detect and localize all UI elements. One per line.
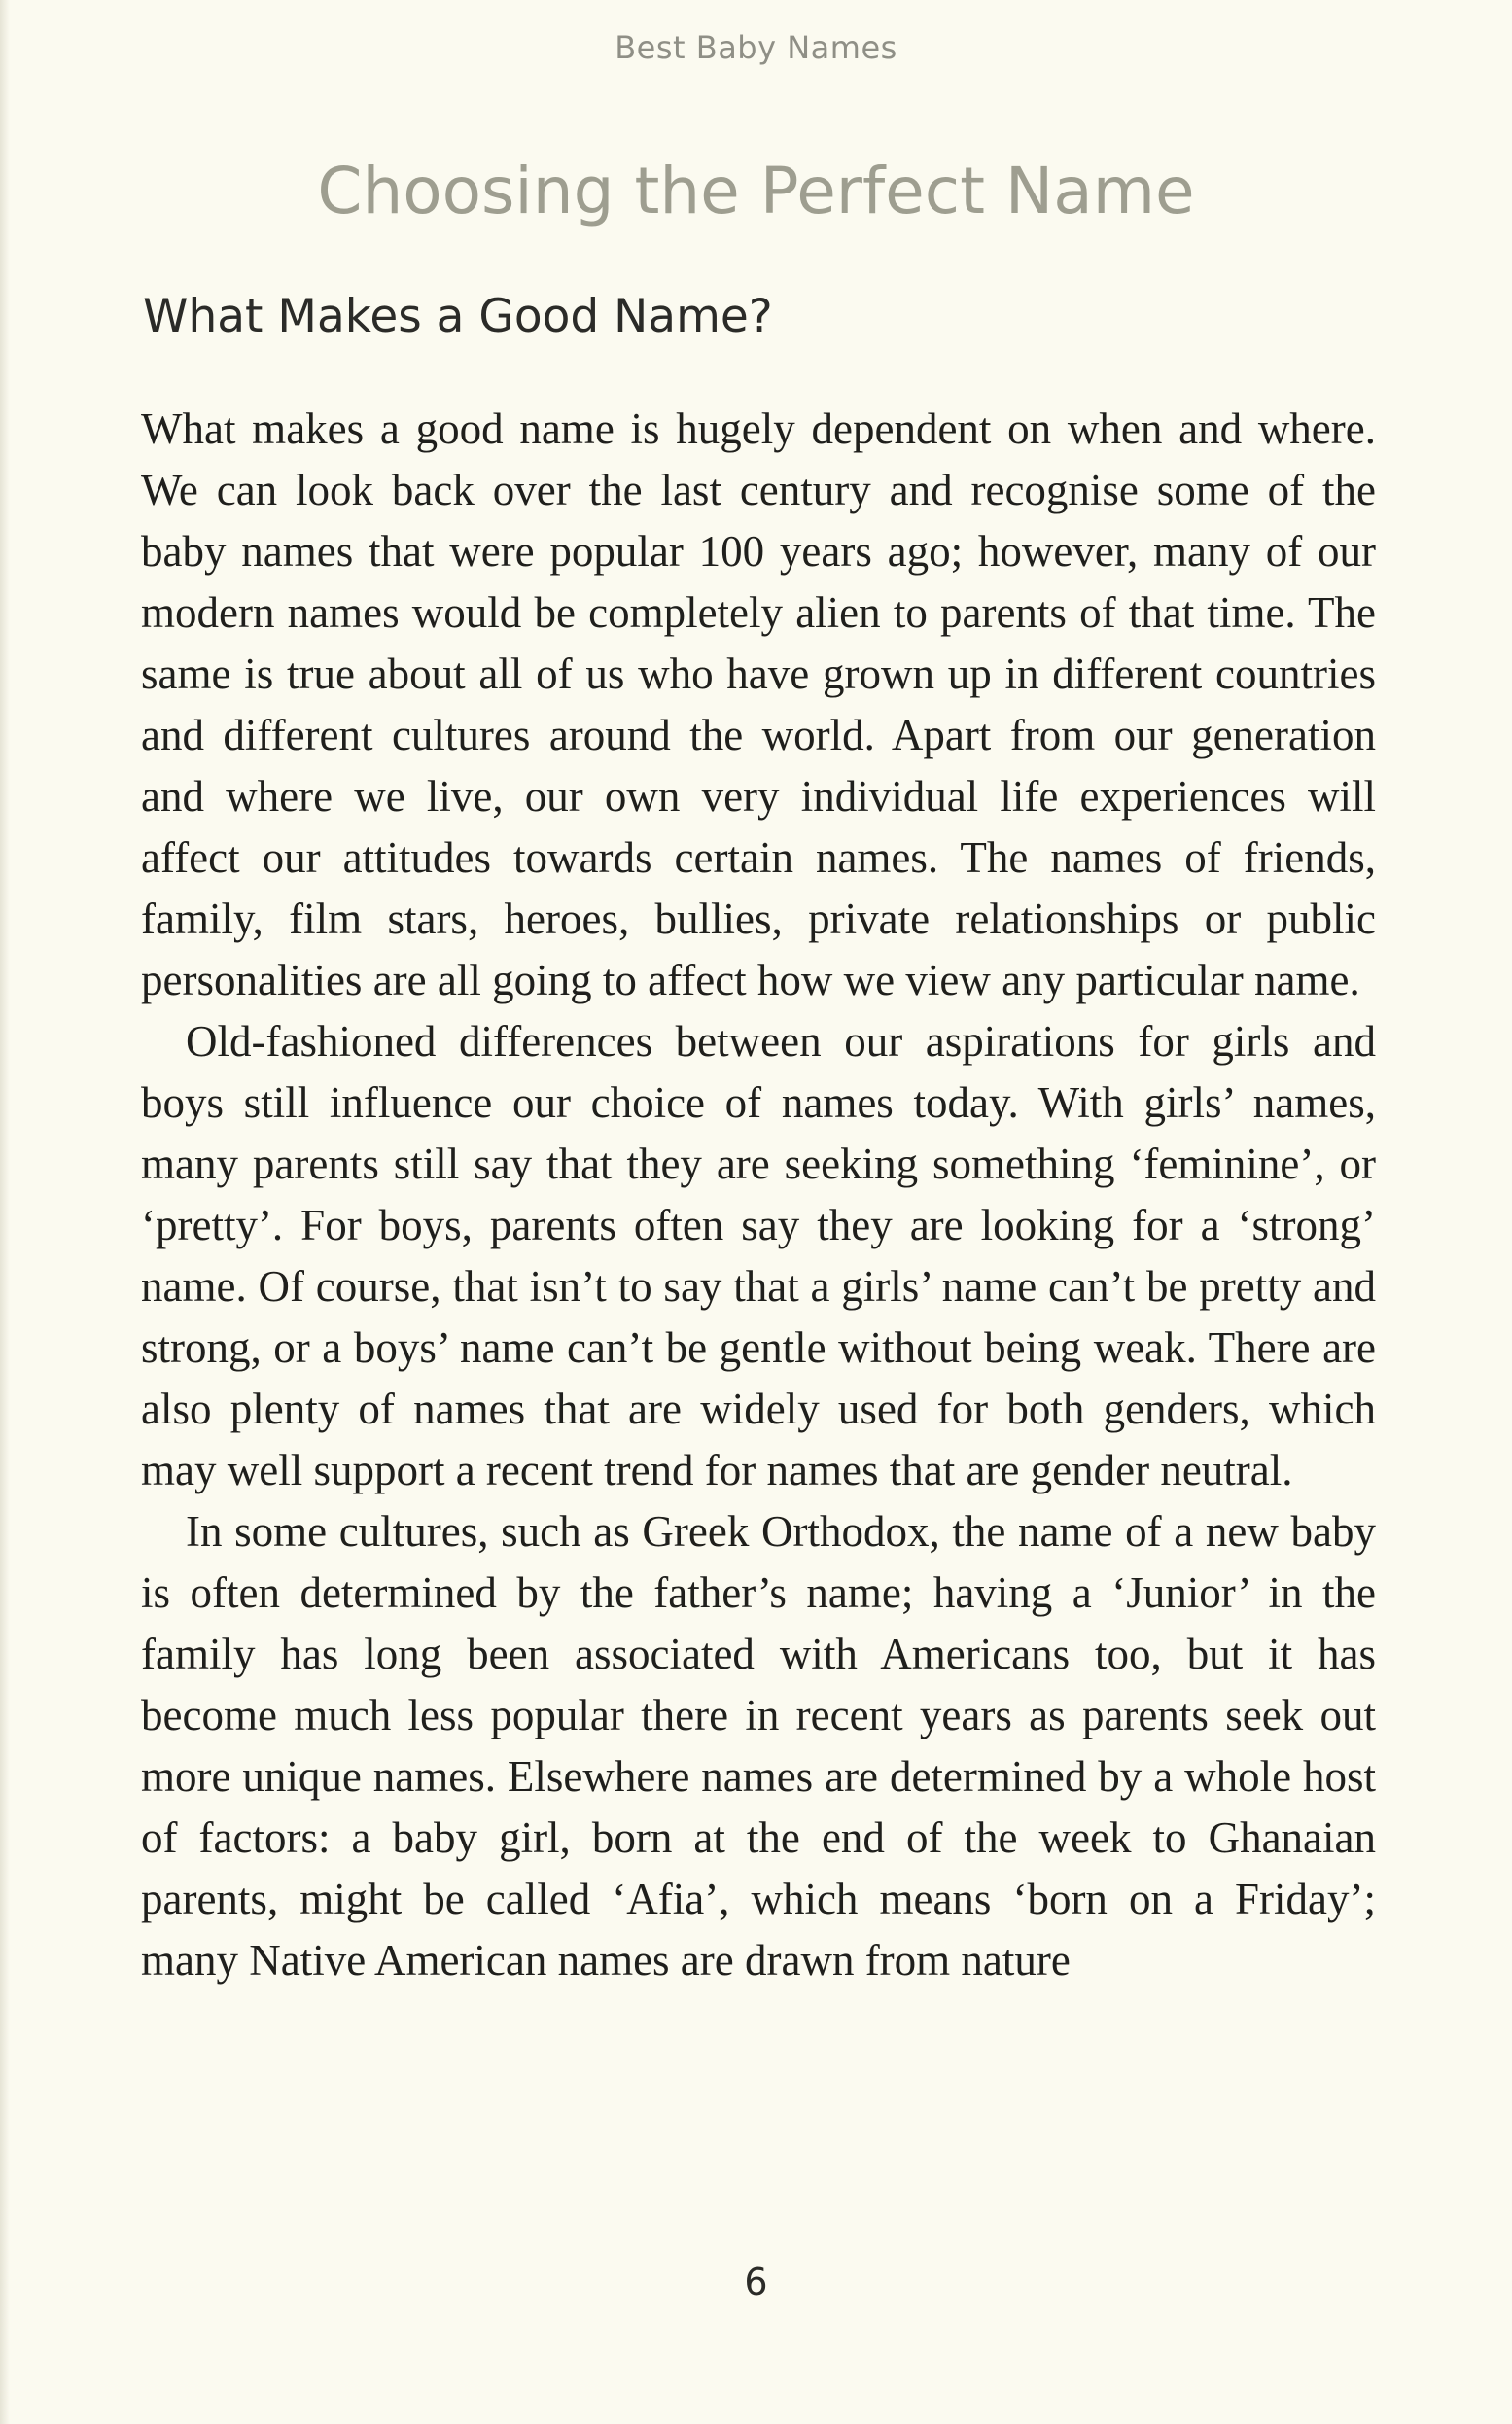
page-number: 6 xyxy=(744,2261,768,2303)
chapter-title: Choosing the Perfect Name xyxy=(317,154,1195,228)
paragraph-1: What makes a good name is hugely dependent on when and where. We can look back over the last century and recognise some of the baby names that were popular 100 years ago; however, many of our modern names would be completely alien to parents of that time. The same is true about all of us who have grown up in different countries and different cultures around the world. Apart from our generation and where we live, our own very individual life experiences will affect our attitudes towards certain names. The names of friends, family, film stars, heroes, bullies, private relationships or public personalities are all going to affect how we view any particular name. xyxy=(141,404,1376,1004)
running-head: Best Baby Names xyxy=(615,29,897,66)
body-text xyxy=(141,399,1376,1991)
section-title: What Makes a Good Name? xyxy=(143,290,773,343)
paragraph-3: In some cultures, such as Greek Orthodox, the name of a new baby is often determined by the father’s name; having a ‘Junior’ in the family has long been associated with Americans too, but it has become much less popular there in recent years as parents seek out more unique names. Elsewhere names are determined by a whole host of factors: a baby girl, born at the end of the week to Ghanaian parents, might be called ‘Afia’, which means ‘born on a Friday’; many Native American names are drawn from nature xyxy=(141,1507,1376,1985)
page-gutter-shadow xyxy=(0,0,10,2424)
paragraph-2: Old-fashioned differences between our aspirations for girls and boys still influence our choice of names today. With girls’ names, many parents still say that they are seeking something ‘feminine’, or ‘pretty’. For boys, parents often say they are looking for a ‘strong’ name. Of course, that isn’t to say that a girls’ name can’t be pretty and strong, or a boys’ name can’t be gentle without being weak. There are also plenty of names that are widely used for both genders, which may well support a recent trend for names that are gender neutral. xyxy=(141,1017,1376,1494)
